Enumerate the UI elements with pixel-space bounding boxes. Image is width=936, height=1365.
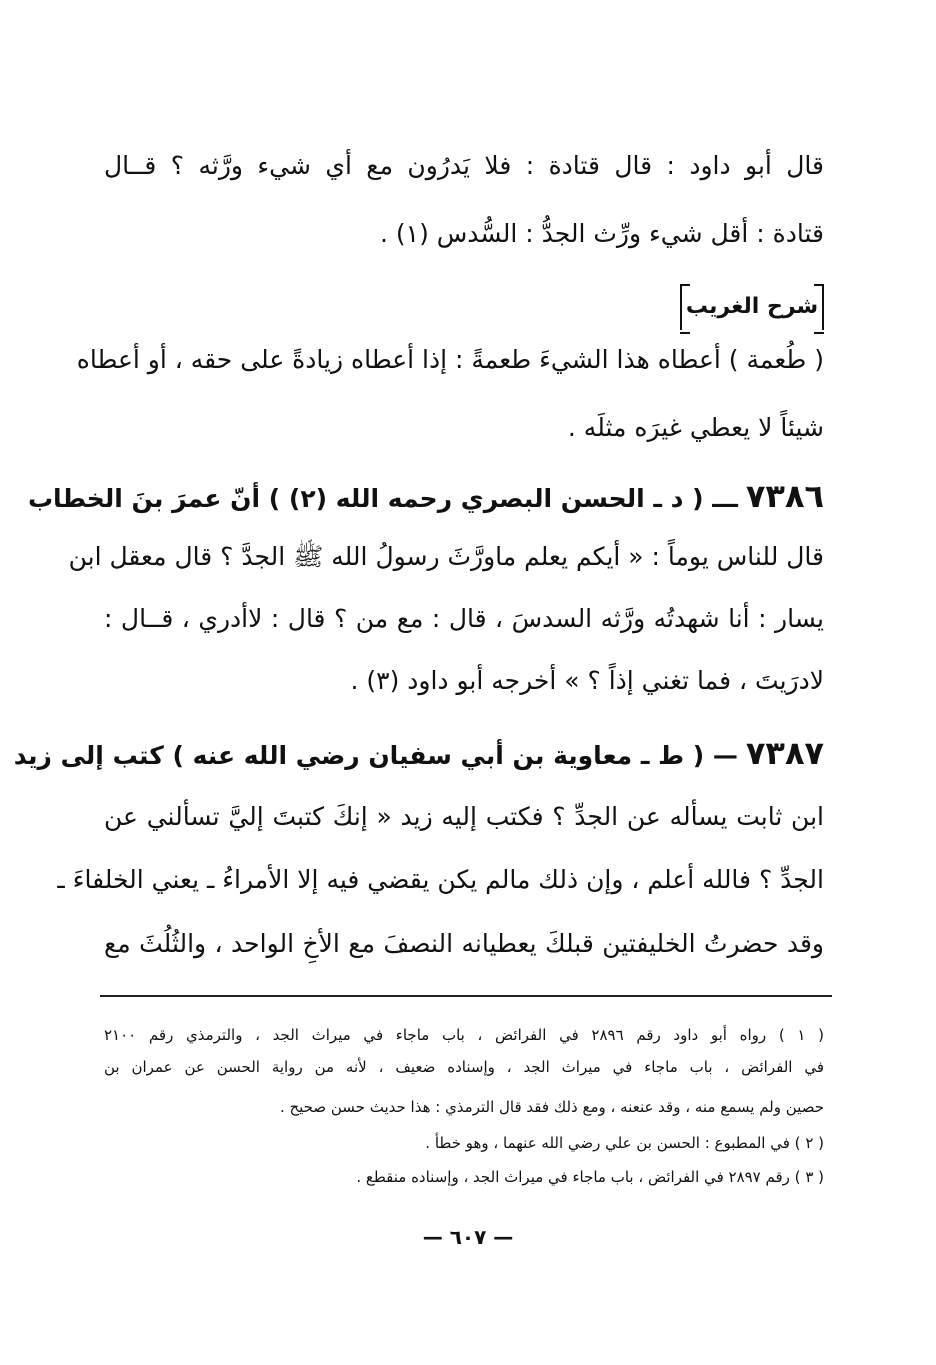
body-line: قال للناس يوماً : « أيكم يعلم ماورَّثَ رسولُ الله ﷺ الجدَّ ؟ قال معقل ابن	[68, 542, 824, 571]
hadith-7387-header	[13, 733, 824, 776]
footnote-line: حصين ولم يسمع منه ، وقد عنعنه ، ومع ذلك فقد قال الترمذي : هذا حديث حسن صحيح .	[279, 1098, 824, 1116]
footnote-line: ( ٣ ) رقم ٢٨٩٧ في الفرائض ، باب ماجاء في ميراث الجد ، وإسناده منقطع .	[356, 1168, 824, 1186]
body-line: يسار : أنا شهدتُه ورَّثه السدسَ ، قال : مع من ؟ قال : لاأدري ، قــال :	[104, 604, 824, 633]
body-line: ابن ثابت يسأله عن الجدِّ ؟ فكتب إليه زيد « إنكَ كتبتَ إليَّ تسألني عن	[104, 802, 824, 831]
footnote-divider	[100, 995, 832, 997]
hadith-header-text: ـــ ( د ـ الحسن البصري رحمه الله (٢) ) أنّ عمرَ بنَ الخطاب	[27, 484, 738, 513]
hadith-header-text: — ( ط ـ معاوية بن أبي سفيان رضي الله عنه ) كتب إلى زيد	[13, 741, 738, 770]
section-heading: شرح الغريب	[680, 284, 824, 330]
body-line: لادرَيتَ ، فما تغني إذاً ؟ » أخرجه أبو داود (٣) .	[350, 666, 824, 695]
body-line: شيئاً لا يعطي غيرَه مثلَه .	[567, 413, 824, 442]
footnote-line: ( ١ ) رواه أبو داود رقم ٢٨٩٦ في الفرائض ، باب ماجاء في ميراث الجد ، والترمذي رقم ٢١٠٠	[104, 1026, 825, 1044]
hadith-number: ٧٣٨٧	[745, 734, 824, 772]
body-line: الجدِّ ؟ فالله أعلم ، وإن ذلك مالم يكن يقضي فيه إلا الأمراءُ ـ يعني الخلفاءَ ـ	[57, 865, 824, 894]
footnote-line: ( ٢ ) في المطبوع : الحسن بن علي رضي الله عنهما ، وهو خطأ .	[425, 1134, 824, 1152]
body-line: قال أبو داود : قال قتادة : فلا يَدرُون مع أي شيء ورَّثه ؟ قــال	[104, 151, 824, 180]
body-line: ( طُعمة ) أعطاه هذا الشيءَ طعمةً : إذا أعطاه زيادةً على حقه ، أو أعطاه	[76, 345, 824, 374]
hadith-7386-header	[27, 476, 824, 519]
body-line: قتادة : أقل شيء ورِّث الجدُّ : السُّدس (١) .	[380, 219, 824, 248]
hadith-number: ٧٣٨٦	[745, 477, 824, 515]
body-line: وقد حضرتُ الخليفتين قبلكَ يعطيانه النصفَ مع الأخِ الواحد ، والثُلُثَ مع	[104, 929, 824, 958]
page-number: — ٦٠٧ —	[422, 1225, 514, 1249]
footnote-line: في الفرائض ، باب ماجاء في ميراث الجد ، وإسناده ضعيف ، لأنه من رواية الحسن عن عمران بن	[104, 1058, 824, 1076]
